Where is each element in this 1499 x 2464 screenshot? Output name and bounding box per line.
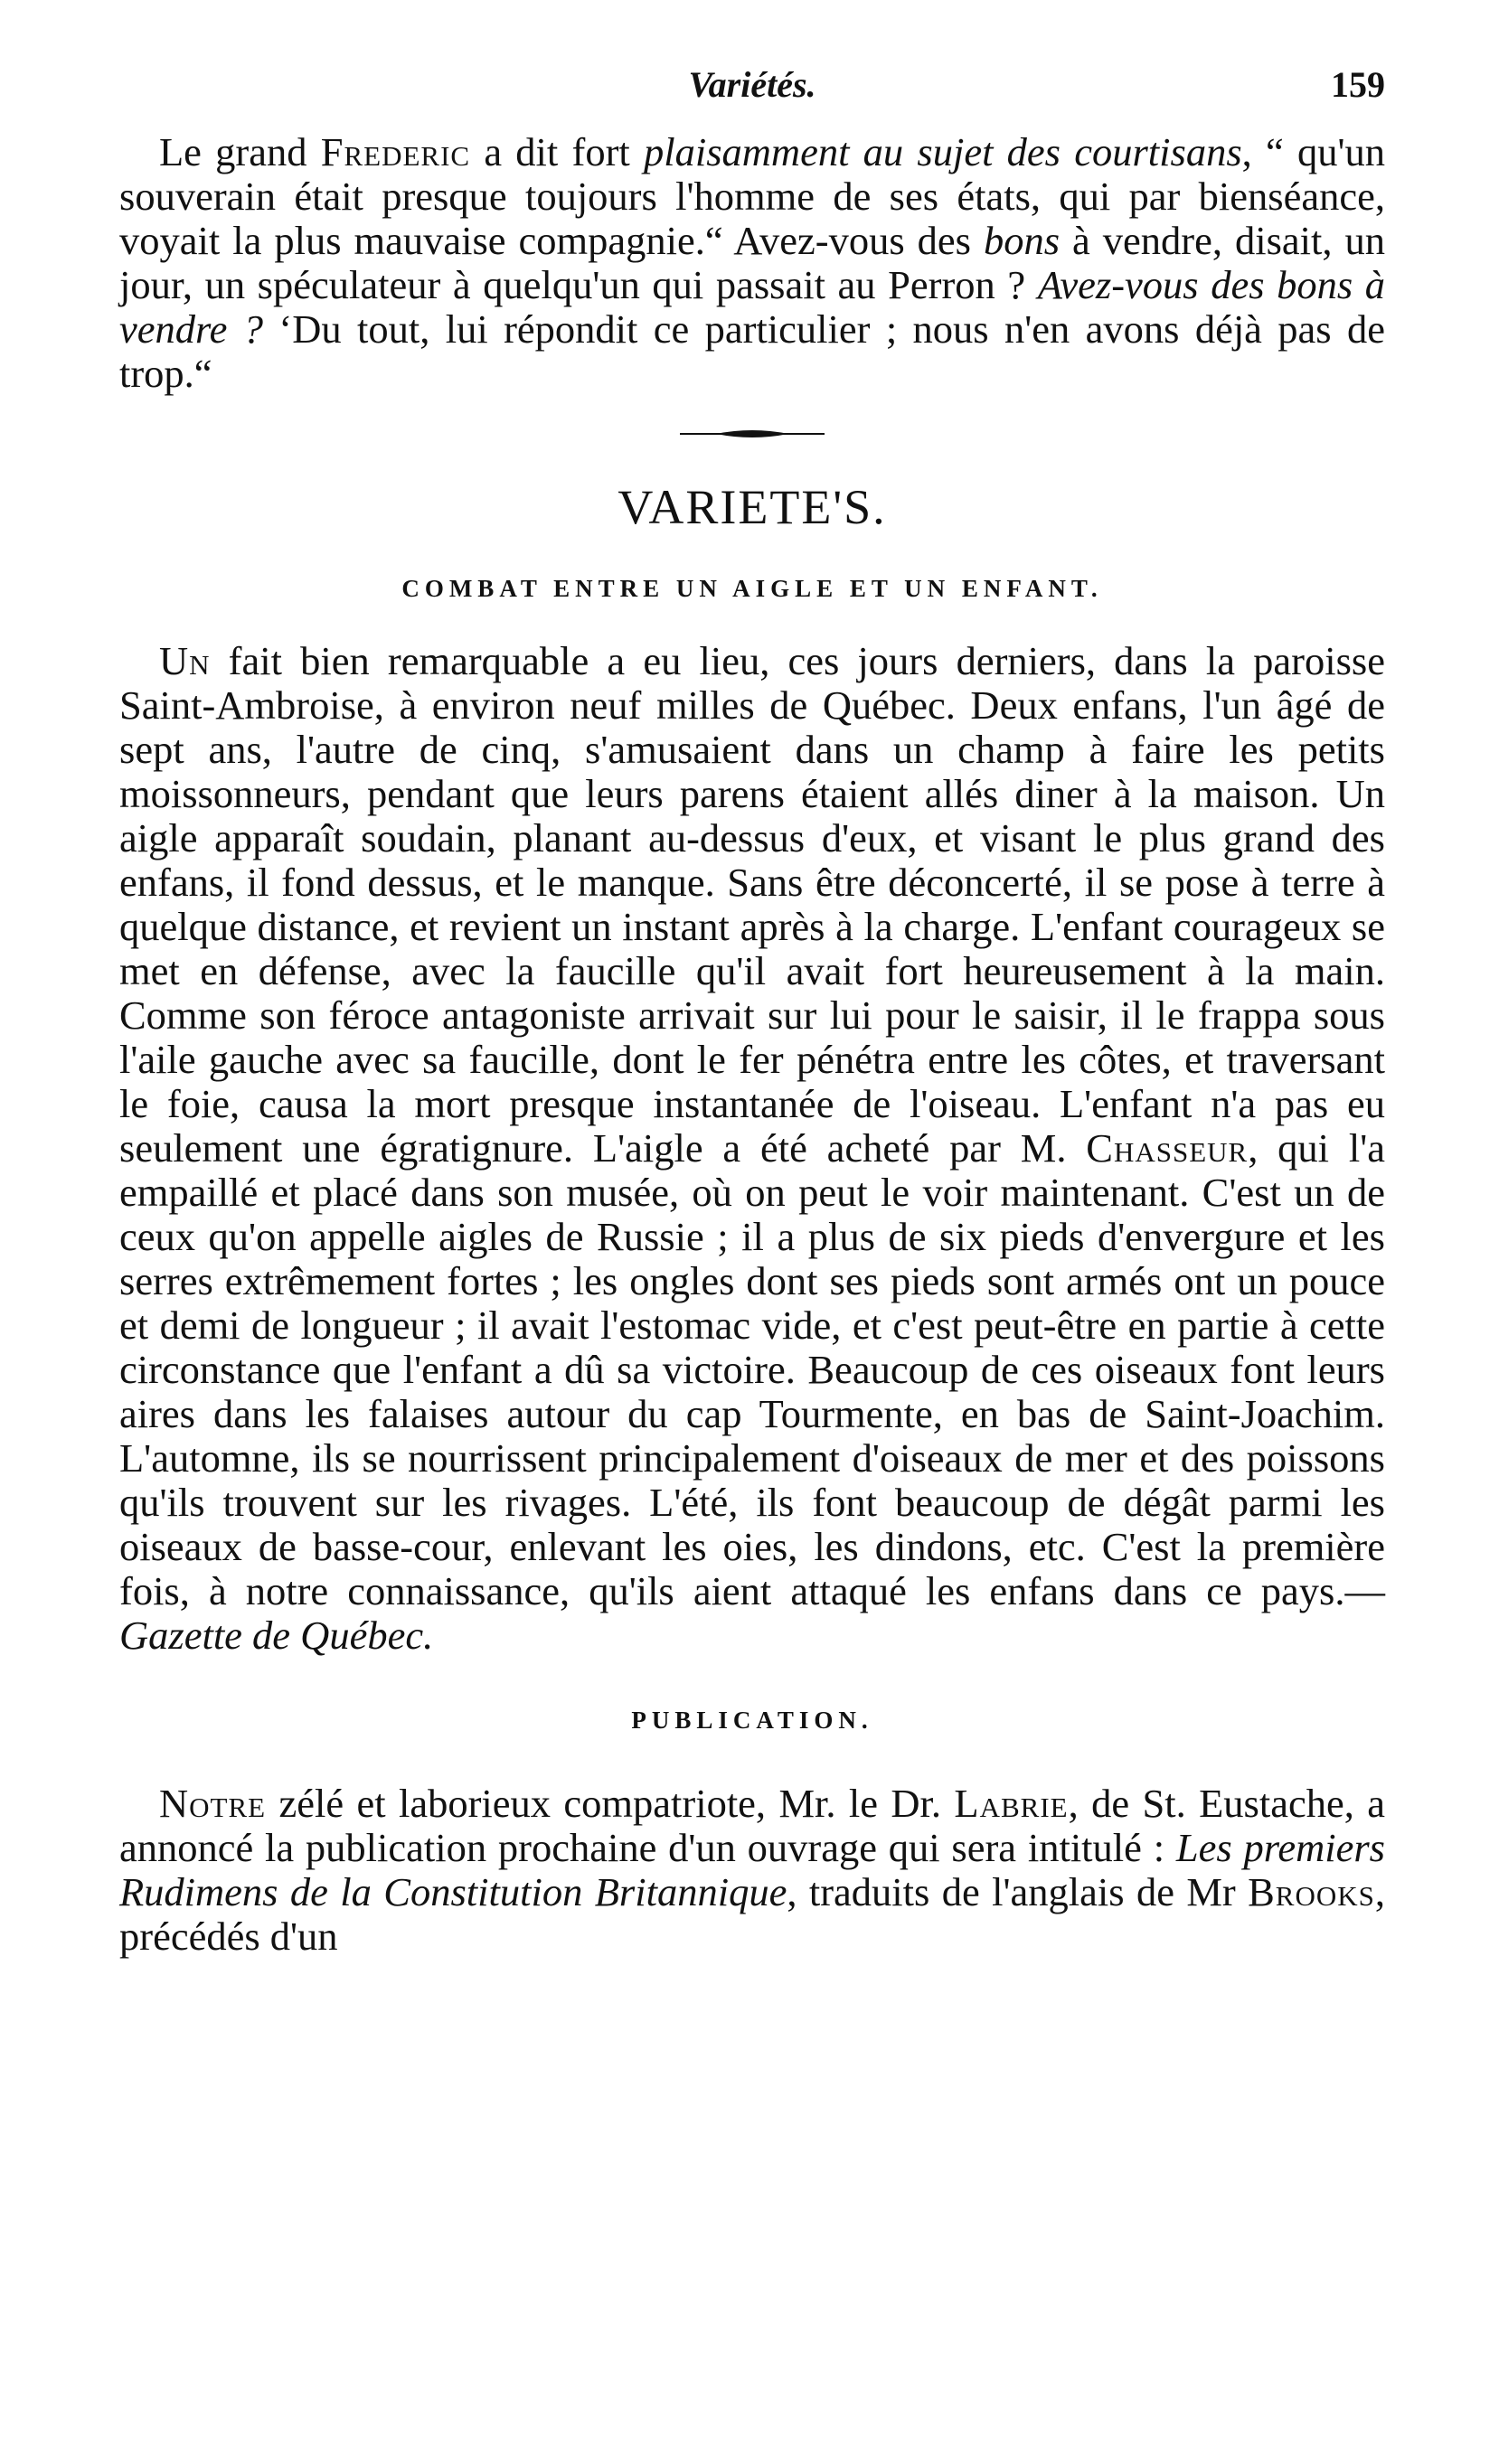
paragraph-publication bbox=[119, 1782, 1385, 1959]
page-number: 159 bbox=[1331, 64, 1385, 105]
running-head bbox=[119, 63, 1385, 118]
anecdote-name: Frederic bbox=[320, 129, 471, 174]
article-text-2: , qui l'a empaillé et placé dans son musée, où on peut le voir maintenant. C'est un de ceux qu'on appelle aigles de Russie ; il a plus de six pieds d'envergure et les serres extrêmement fortes ; les ongles dont ses pieds sont armés ont un pouce et demi de longueur ; il avait l'estomac vide, et c'est peut-être en partie à cette circonstance que l'enfant a dû sa victoire. Beaucoup de ces oiseaux font leurs aires dans les falaises autour du cap Tourmente, en bas de Saint-Joachim. L'automne, ils se nourrissent principalement d'oiseaux de mer et des poissons qu'ils trouvent sur les rivages. L'été, ils font beaucoup de dégât parmi les oiseaux de basse-cour, enlevant les oies, les dindons, etc. C'est la première fois, à notre connaissance, qu'ils aient attaqué les enfans dans ce pays.— bbox=[119, 1125, 1385, 1613]
article-source: Gazette de Québec. bbox=[119, 1613, 434, 1658]
anecdote-text-5: ‘Du tout, lui répondit ce particulier ; nous n'en avons déjà pas de trop.“ bbox=[119, 306, 1385, 396]
publication-subheading: PUBLICATION. bbox=[631, 1707, 873, 1734]
anecdote-text-4: à vendre, disait, un jour, un spéculateur à quelqu'un qui passait au Perron ? bbox=[119, 218, 1386, 307]
page bbox=[119, 63, 1385, 1959]
publication-text-2: , de St. Eustache, a annoncé la publication prochaine d'un ouvrage qui sera intitulé : bbox=[119, 1781, 1385, 1870]
paragraph-eagle-article bbox=[119, 639, 1385, 1658]
publication-name-2: Brooks bbox=[1248, 1869, 1375, 1914]
section-heading: VARIETE'S. bbox=[618, 480, 887, 534]
anecdote-text-2: a dit fort bbox=[470, 129, 644, 174]
running-title: Variétés. bbox=[688, 64, 816, 105]
anecdote-italic-1: plaisamment au sujet des courtisans bbox=[644, 129, 1242, 174]
article-name: Chasseur bbox=[1086, 1125, 1249, 1171]
paragraph-anecdote bbox=[119, 130, 1385, 396]
publication-text-4: , précédés d'un bbox=[119, 1869, 1385, 1959]
publication-name-1: Labrie bbox=[954, 1781, 1069, 1826]
anecdote-text-1: Le grand bbox=[159, 129, 321, 174]
anecdote-italic-2: bons bbox=[983, 218, 1061, 263]
anecdote-text-3: , “ qu'un souverain était presque toujours l'homme de ses états, qui par bienséance, voyait la plus mauvaise compagnie.“ Avez-vous des bbox=[119, 129, 1385, 263]
ornamental-rule bbox=[680, 427, 825, 441]
publication-book-title: Les premiers Rudimens de la Constitution Britannique bbox=[119, 1825, 1385, 1914]
publication-text-3: , traduits de l'anglais de Mr bbox=[787, 1869, 1249, 1914]
publication-dropcap: Notre bbox=[159, 1781, 267, 1826]
article-subheading: COMBAT ENTRE UN AIGLE ET UN ENFANT. bbox=[401, 575, 1103, 602]
publication-text-1: zélé et laborieux compatriote, Mr. le Dr. bbox=[266, 1781, 955, 1826]
article-text-1: fait bien remarquable a eu lieu, ces jours derniers, dans la paroisse Saint-Ambroise, à environ neuf milles de Québec. Deux enfans, l'un âgé de sept ans, l'autre de cinq, s'amusaient dans un champ à faire les petits moissonneurs, pendant que leurs parens étaient allés diner à la maison. Un aigle apparaît soudain, planant au-dessus d'eux, et visant le plus grand des enfans, il fond dessus, et le manque. Sans être déconcerté, il se pose à terre à quelque distance, et revient un instant après à la charge. L'enfant courageux se met en défense, avec la faucille qu'il avait fort heureusement à la main. Comme son féroce antagoniste arrivait sur lui pour le saisir, il le frappa sous l'aile gauche avec sa faucille, dont le fer pénétra entre les côtes, et traversant le foie, causa la mort presque instantanée de l'oiseau. L'enfant n'a pas eu seulement une égratignure. L'aigle a été acheté par M. bbox=[119, 638, 1385, 1171]
article-dropcap: Un bbox=[159, 638, 211, 683]
anecdote-italic-3: Avez-vous des bons à vendre ? bbox=[119, 262, 1385, 352]
